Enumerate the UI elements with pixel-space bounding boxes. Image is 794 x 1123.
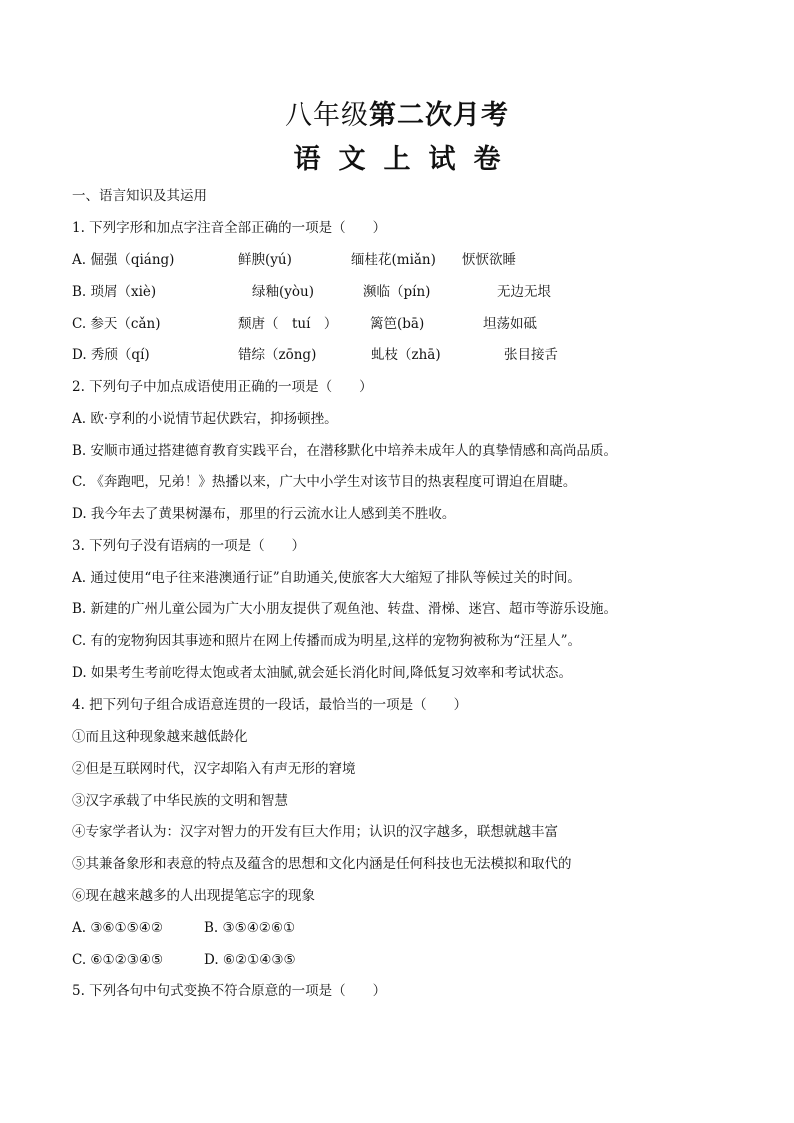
q1-option-cell: B. 琐屑（xiè)	[72, 284, 157, 300]
q4-choice: A. ③⑥①⑤④②	[72, 920, 163, 936]
q1-option-cell: 篱笆(bā)	[370, 316, 425, 332]
exam-title-exam: 第二次月考	[369, 100, 509, 131]
question-3-stem: 3. 下列句子没有语病的一项是（ ）	[72, 538, 306, 554]
q1-option-cell: 颓唐（ tuí ）	[238, 316, 338, 332]
q4-sentence: ④专家学者认为：汉字对智力的开发有巨大作用；认识的汉字越多，联想就越丰富	[72, 824, 558, 840]
q1-option-cell: A. 倔强（qiáng)	[72, 252, 175, 268]
q1-option-cell: 恹恹欲睡	[462, 252, 516, 268]
section-heading: 一、语言知识及其运用	[72, 188, 207, 204]
subtitle-char: 试	[428, 144, 456, 175]
q4-sentence: ②但是互联网时代，汉字却陷入有声无形的窘境	[72, 761, 356, 777]
q4-choice-row	[72, 950, 372, 970]
q3-option: D. 如果考生考前吃得太饱或者太油腻,就会延长消化时间,降低复习效率和考试状态。	[72, 665, 573, 681]
q4-sentence: ③汉字承载了中华民族的文明和智慧	[72, 793, 288, 809]
q1-option-cell: 缅桂花(miǎn)	[351, 252, 436, 268]
subtitle-char: 上	[383, 144, 411, 175]
q2-option: B. 安顺市通过搭建德育教育实践平台，在潜移默化中培养未成年人的真挚情感和高尚品质。	[72, 443, 618, 459]
q2-option: A. 欧·亨利的小说情节起伏跌宕，抑扬顿挫。	[72, 411, 338, 427]
q1-option-cell: 无边无垠	[497, 284, 551, 300]
q1-option-cell: 张目接舌	[504, 347, 558, 363]
q1-option-cell: C. 参天（cǎn)	[72, 316, 161, 332]
subtitle-char: 文	[338, 144, 366, 175]
q1-option-cell: 错综（zōng)	[238, 347, 317, 363]
q3-option: C. 有的宠物狗因其事迹和照片在网上传播而成为明星,这样的宠物狗被称为“汪星人”。	[72, 633, 582, 649]
q4-choice-row	[72, 918, 372, 938]
question-1-stem: 1. 下列字形和加点字注音全部正确的一项是（ ）	[72, 220, 387, 236]
q1-option-cell: 绿釉(yòu)	[252, 284, 314, 300]
exam-title-grade: 八年级	[285, 100, 369, 131]
question-5-stem: 5. 下列各句中句式变换不符合原意的一项是（ ）	[72, 983, 387, 999]
q4-choice: C. ⑥①②③④⑤	[72, 952, 164, 968]
exam-title	[0, 96, 794, 136]
q1-option-cell: 虬枝（zhā)	[371, 347, 441, 363]
q3-option: A. 通过使用“电子往来港澳通行证”自助通关,使旅客大大缩短了排队等候过关的时间。	[72, 570, 581, 586]
question-4-stem: 4. 把下列句子组合成语意连贯的一段话，最恰当的一项是（ ）	[72, 697, 468, 713]
q1-option-row	[72, 282, 712, 302]
q1-option-cell: 坦荡如砥	[483, 316, 537, 332]
subtitle-char: 语	[293, 144, 321, 175]
q1-option-cell: 鲜腴(yú)	[238, 252, 292, 268]
exam-subtitle	[0, 140, 794, 180]
q2-option: C. 《奔跑吧，兄弟！》热播以来，广大中小学生对该节目的热衷程度可谓迫在眉睫。	[72, 474, 577, 490]
q4-sentence: ⑥现在越来越多的人出现提笔忘字的现象	[72, 888, 315, 904]
q4-choice: D. ⑥②①④③⑤	[204, 952, 296, 968]
q4-choice: B. ③⑤④②⑥①	[204, 920, 296, 936]
q1-option-cell: 濒临（pín)	[363, 284, 431, 300]
q1-option-cell: D. 秀颀（qí)	[72, 347, 150, 363]
q3-option: B. 新建的广州儿童公园为广大小朋友提供了观鱼池、转盘、滑梯、迷宫、超市等游乐设施。	[72, 601, 618, 617]
q4-sentence: ⑤其兼备象形和表意的特点及蕴含的思想和文化内涵是任何科技也无法模拟和取代的	[72, 856, 572, 872]
q1-option-row	[72, 250, 712, 270]
q1-option-row	[72, 314, 712, 334]
question-2-stem: 2. 下列句子中加点成语使用正确的一项是（ ）	[72, 379, 373, 395]
q2-option: D. 我今年去了黄果树瀑布，那里的行云流水让人感到美不胜收。	[72, 506, 456, 522]
q1-option-row	[72, 345, 712, 365]
q4-sentence: ①而且这种现象越来越低龄化	[72, 729, 248, 745]
subtitle-char: 卷	[473, 144, 501, 175]
